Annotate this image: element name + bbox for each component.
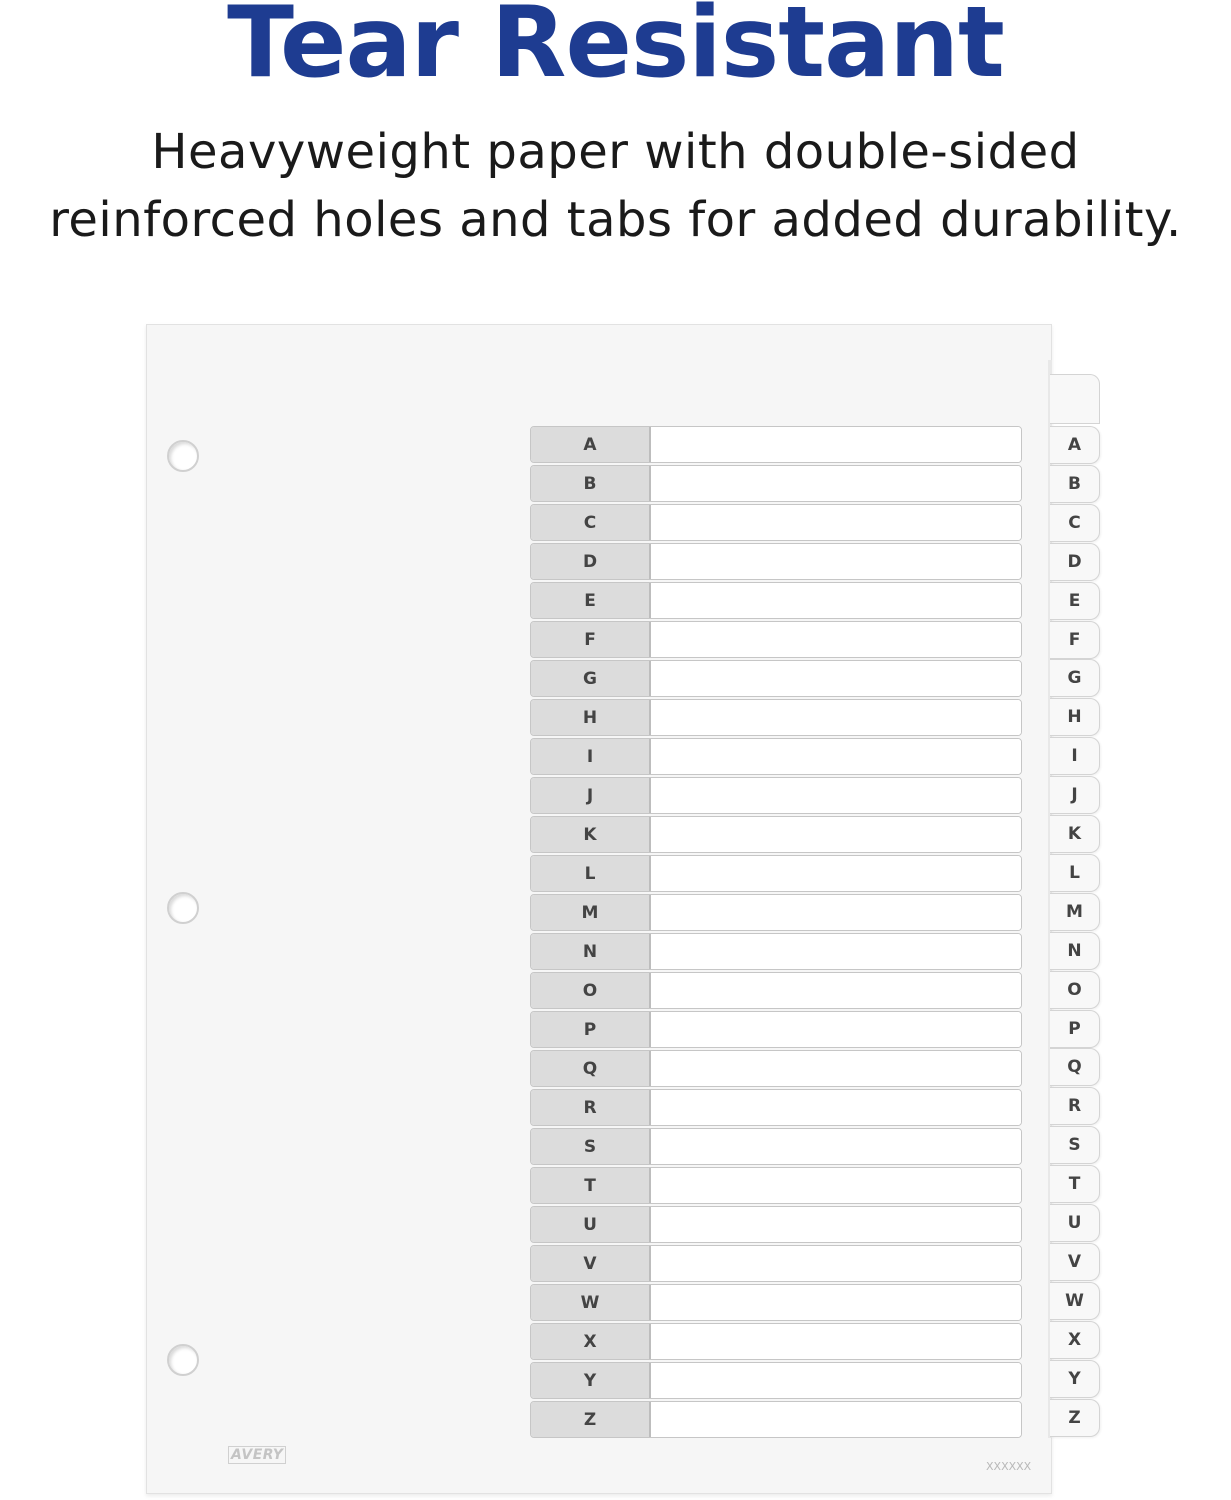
tab-d[interactable]: D: [1050, 543, 1100, 581]
toc-write-line[interactable]: [651, 1285, 1021, 1320]
toc-letter: T: [531, 1168, 651, 1203]
tab-h[interactable]: H: [1050, 698, 1100, 736]
toc-write-line[interactable]: [651, 1402, 1021, 1437]
toc-letter: A: [531, 427, 651, 462]
toc-row-w: [530, 1284, 1022, 1321]
toc-letter: V: [531, 1246, 651, 1281]
toc-row-c: [530, 504, 1022, 541]
subline-line-2: reinforced holes and tabs for added durability.: [49, 192, 1182, 248]
toc-write-line[interactable]: [651, 934, 1021, 969]
tab-x[interactable]: X: [1050, 1321, 1100, 1359]
toc-write-line[interactable]: [651, 1246, 1021, 1281]
tab-o[interactable]: O: [1050, 971, 1100, 1009]
toc-row-d: [530, 543, 1022, 580]
tab-g[interactable]: G: [1050, 659, 1100, 697]
tab-j[interactable]: J: [1050, 776, 1100, 814]
toc-row-m: [530, 894, 1022, 931]
toc-row-g: [530, 660, 1022, 697]
toc-letter: K: [531, 817, 651, 852]
toc-letter: E: [531, 583, 651, 618]
subline-line-1: Heavyweight paper with double-sided: [151, 124, 1080, 180]
toc-row-i: [530, 738, 1022, 775]
toc-row-s: [530, 1128, 1022, 1165]
toc-letter: B: [531, 466, 651, 501]
toc-letter: M: [531, 895, 651, 930]
toc-row-b: [530, 465, 1022, 502]
subline: [0, 118, 1231, 254]
toc-write-line[interactable]: [651, 739, 1021, 774]
toc-write-line[interactable]: [651, 505, 1021, 540]
toc-row-h: [530, 699, 1022, 736]
toc-letter: G: [531, 661, 651, 696]
toc-write-line[interactable]: [651, 622, 1021, 657]
toc-write-line[interactable]: [651, 427, 1021, 462]
toc-letter: Q: [531, 1051, 651, 1086]
toc-write-line[interactable]: [651, 1207, 1021, 1242]
toc-letter: L: [531, 856, 651, 891]
toc-row-t: [530, 1167, 1022, 1204]
tab-a[interactable]: A: [1050, 426, 1100, 464]
toc-letter: C: [531, 505, 651, 540]
toc-write-line[interactable]: [651, 466, 1021, 501]
headline: Tear Resistant: [227, 0, 1004, 100]
toc-letter: P: [531, 1012, 651, 1047]
toc-row-r: [530, 1089, 1022, 1126]
toc-write-line[interactable]: [651, 1324, 1021, 1359]
toc-write-line[interactable]: [651, 544, 1021, 579]
toc-write-line[interactable]: [651, 973, 1021, 1008]
tab-q[interactable]: Q: [1050, 1048, 1100, 1086]
toc-row-f: [530, 621, 1022, 658]
toc-letter: N: [531, 934, 651, 969]
tab-y[interactable]: Y: [1050, 1360, 1100, 1398]
tab-header: [1050, 374, 1100, 424]
tab-t[interactable]: T: [1050, 1165, 1100, 1203]
toc-write-line[interactable]: [651, 1090, 1021, 1125]
tab-v[interactable]: V: [1050, 1243, 1100, 1281]
toc-letter: Y: [531, 1363, 651, 1398]
toc-write-line[interactable]: [651, 1168, 1021, 1203]
toc-letter: O: [531, 973, 651, 1008]
toc-row-v: [530, 1245, 1022, 1282]
toc-write-line[interactable]: [651, 661, 1021, 696]
toc-row-u: [530, 1206, 1022, 1243]
tab-e[interactable]: E: [1050, 582, 1100, 620]
toc-letter: Z: [531, 1402, 651, 1437]
tab-k[interactable]: K: [1050, 815, 1100, 853]
toc-write-line[interactable]: [651, 817, 1021, 852]
tab-f[interactable]: F: [1050, 621, 1100, 659]
toc-letter: W: [531, 1285, 651, 1320]
toc-letter: R: [531, 1090, 651, 1125]
toc-write-line[interactable]: [651, 1129, 1021, 1164]
toc-row-k: [530, 816, 1022, 853]
toc-write-line[interactable]: [651, 1051, 1021, 1086]
toc-row-e: [530, 582, 1022, 619]
tab-l[interactable]: L: [1050, 854, 1100, 892]
tab-strip: [1048, 360, 1104, 1438]
toc-row-x: [530, 1323, 1022, 1360]
tab-r[interactable]: R: [1050, 1087, 1100, 1125]
toc-letter: J: [531, 778, 651, 813]
tab-z[interactable]: Z: [1050, 1399, 1100, 1437]
tab-i[interactable]: I: [1050, 737, 1100, 775]
toc-write-line[interactable]: [651, 1363, 1021, 1398]
tab-s[interactable]: S: [1050, 1126, 1100, 1164]
tab-n[interactable]: N: [1050, 932, 1100, 970]
toc-row-q: [530, 1050, 1022, 1087]
toc-letter: D: [531, 544, 651, 579]
toc-letter: H: [531, 700, 651, 735]
toc-letter: F: [531, 622, 651, 657]
toc-letter: X: [531, 1324, 651, 1359]
toc-letter: U: [531, 1207, 651, 1242]
toc-write-line[interactable]: [651, 700, 1021, 735]
tab-u[interactable]: U: [1050, 1204, 1100, 1242]
toc-row-y: [530, 1362, 1022, 1399]
toc-row-p: [530, 1011, 1022, 1048]
toc-write-line[interactable]: [651, 1012, 1021, 1047]
punch-hole-middle: [167, 892, 199, 924]
punch-hole-top: [167, 440, 199, 472]
toc-write-line[interactable]: [651, 778, 1021, 813]
toc-row-l: [530, 855, 1022, 892]
tab-b[interactable]: B: [1050, 465, 1100, 503]
toc-row-z: [530, 1401, 1022, 1438]
toc-letter: S: [531, 1129, 651, 1164]
tab-c[interactable]: C: [1050, 504, 1100, 542]
toc-row-a: [530, 426, 1022, 463]
product-code: XXXXXX: [986, 1460, 1032, 1473]
toc-write-line[interactable]: [651, 895, 1021, 930]
toc-row-j: [530, 777, 1022, 814]
tab-m[interactable]: M: [1050, 893, 1100, 931]
toc-row-o: [530, 972, 1022, 1009]
toc-letter: I: [531, 739, 651, 774]
avery-logo: AVERY: [228, 1446, 286, 1464]
punch-hole-bottom: [167, 1344, 199, 1376]
toc-write-line[interactable]: [651, 856, 1021, 891]
table-of-contents: [530, 426, 1022, 1440]
tab-w[interactable]: W: [1050, 1282, 1100, 1320]
toc-row-n: [530, 933, 1022, 970]
tab-p[interactable]: P: [1050, 1010, 1100, 1048]
toc-write-line[interactable]: [651, 583, 1021, 618]
